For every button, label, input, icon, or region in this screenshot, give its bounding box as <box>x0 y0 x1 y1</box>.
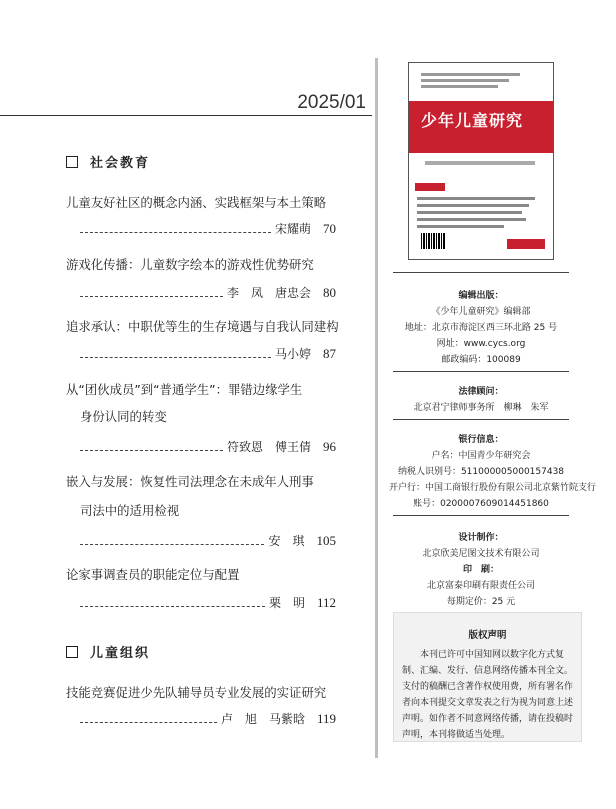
article-authors: 安 琪 <box>268 534 305 548</box>
column-divider <box>375 58 378 758</box>
toc-entry <box>80 438 336 455</box>
article-authors: 李 凤 唐忠会 <box>226 286 311 300</box>
header-rule <box>0 115 372 116</box>
issue-number: 2025/01 <box>297 92 366 113</box>
copyright-title: 版权声明 <box>468 630 507 641</box>
copyright-body: 本刊已许可中国知网以数字化方式复制、汇编、发行、信息网络传播本刊全文。支付的稿酬已含著作权使用费，所有署名作者向本刊提交文章发表之行为视为同意上述声明。如作者不同意网络传播，请在投稿时声明，本刊将做适当处理。 <box>402 650 574 740</box>
toc-entry <box>80 532 336 549</box>
design-heading: 设计制作： <box>458 533 504 543</box>
bank-name: 开户行：中国工商银行股份有限公司北京紫竹院支行 <box>389 483 597 493</box>
page-number: 96 <box>323 439 336 454</box>
article-title-cont[interactable]: 身份认同的转变 <box>80 409 167 424</box>
tax-id: 纳税人识别号：511000005000157438 <box>397 467 565 477</box>
article-title[interactable]: 游戏化传播：儿童数字绘本的游戏性优势研究 <box>66 257 314 272</box>
article-title[interactable]: 嵌入与发展：恢复性司法理念在未成年人刑事 <box>66 474 314 489</box>
page-number: 119 <box>316 711 336 726</box>
page-number: 70 <box>323 221 336 236</box>
cover-image <box>408 62 554 260</box>
article-title[interactable]: 从“团伙成员”到“普通学生”：罪错边缘学生 <box>66 382 303 397</box>
edit-name: 《少年儿童研究》编辑部 <box>431 307 531 317</box>
leader-dots <box>80 357 271 358</box>
leader-dots <box>80 722 217 723</box>
account-number: 账号：0200007609014451860 <box>413 499 549 509</box>
print-company: 北京富泰印刷有限责任公司 <box>426 581 535 591</box>
toc-entry <box>80 594 336 611</box>
section-heading: 儿童组织 <box>66 642 150 661</box>
edit-heading: 编辑出版： <box>458 291 504 301</box>
print-heading: 印 刷： <box>462 565 499 575</box>
legal-heading: 法律顾问： <box>458 387 504 397</box>
leader-dots <box>80 606 265 607</box>
account-name: 户名：中国青少年研究会 <box>431 451 531 461</box>
website[interactable]: 网址：www.cycs.org <box>436 339 526 349</box>
page-number: 80 <box>323 285 336 300</box>
article-authors: 栗 明 <box>268 596 305 610</box>
article-title[interactable]: 技能竞赛促进少先队辅导员专业发展的实证研究 <box>66 685 327 700</box>
price: 每期定价：25 元 <box>446 597 516 607</box>
bank-heading: 银行信息： <box>458 435 504 445</box>
article-authors: 卢 旭 马紫晗 <box>220 712 305 726</box>
article-authors: 马小婷 <box>274 347 311 361</box>
design-company: 北京欣美尼图文技术有限公司 <box>422 549 540 559</box>
page-number: 112 <box>316 595 336 610</box>
article-title-cont[interactable]: 司法中的适用检视 <box>80 503 180 518</box>
article-title[interactable]: 追求承认：中职优等生的生存境遇与自我认同建构 <box>66 319 339 334</box>
article-title[interactable]: 论家事调查员的职能定位与配置 <box>66 567 240 582</box>
square-icon <box>66 646 78 658</box>
section-heading: 社会教育 <box>66 152 150 171</box>
page-number: 105 <box>316 533 336 548</box>
leader-dots <box>80 232 271 233</box>
leader-dots <box>80 296 223 297</box>
square-icon <box>66 156 78 168</box>
barcode-icon <box>421 233 445 249</box>
page-number: 87 <box>323 346 336 361</box>
article-authors: 符致恩 傅王倩 <box>226 440 311 454</box>
article-authors: 宋耀萌 <box>274 222 311 236</box>
toc-entry <box>80 710 336 727</box>
toc-entry <box>80 220 336 237</box>
toc-entry <box>80 284 336 301</box>
leader-dots <box>80 450 223 451</box>
masthead-column <box>381 0 597 809</box>
address: 地址：北京市海淀区西三环北路 25 号 <box>404 323 558 333</box>
article-title[interactable]: 儿童友好社区的概念内涵、实践框架与本土策略 <box>66 195 327 210</box>
leader-dots <box>80 544 264 545</box>
legal-firm: 北京君宁律师事务所 柳琳 朱军 <box>413 403 549 413</box>
copyright-box <box>393 612 582 742</box>
toc-entry <box>80 345 336 362</box>
cover-title: 少年儿童研究 <box>421 111 524 130</box>
postcode: 邮政编码：100089 <box>441 355 521 365</box>
